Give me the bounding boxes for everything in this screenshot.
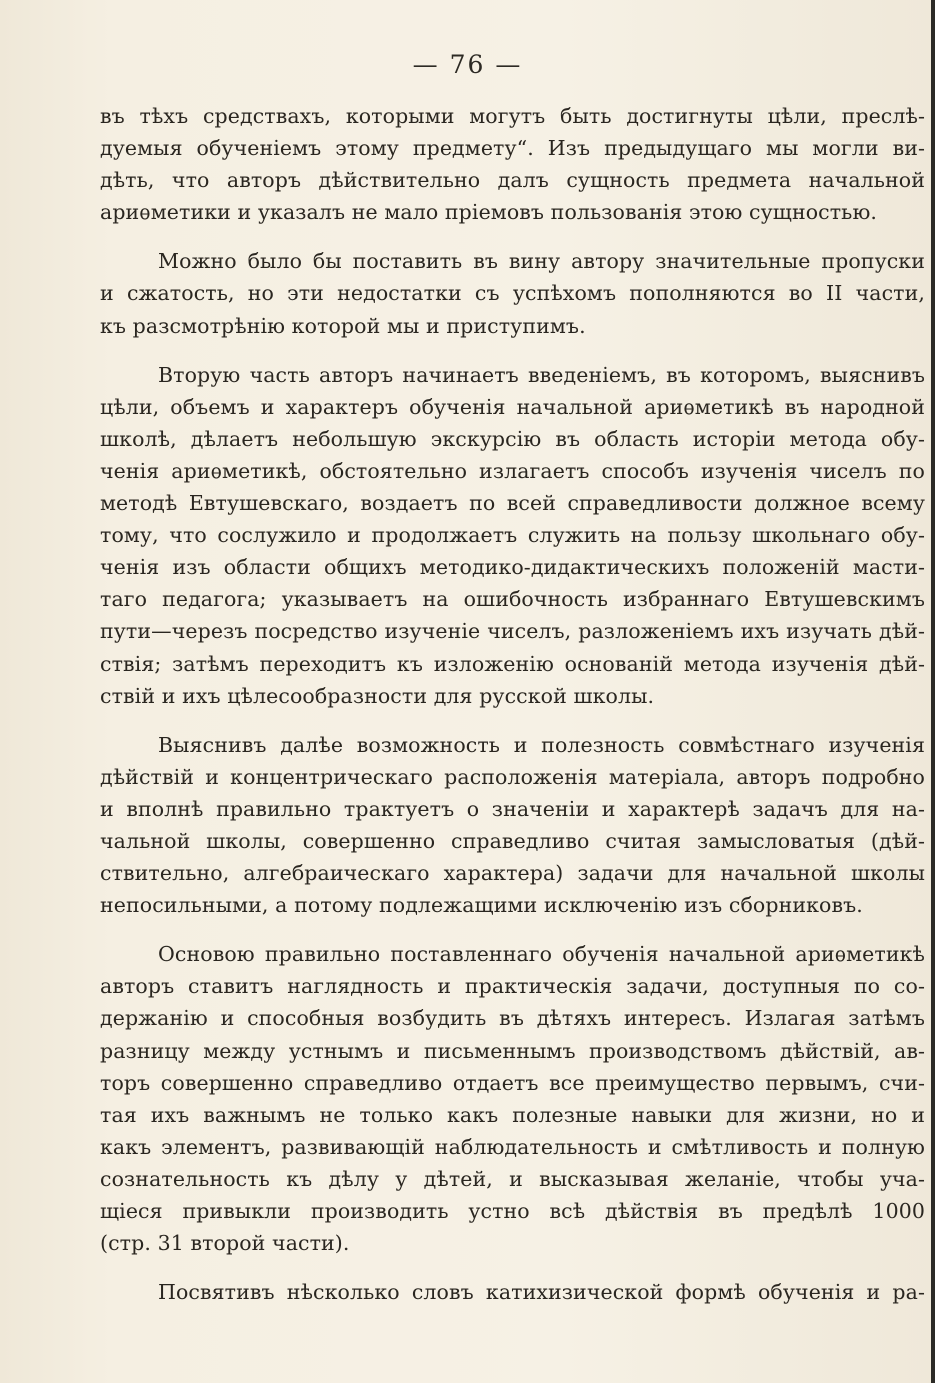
text-line: и сжатость, но эти недостатки съ успѣхомъ пополняются во II части, — [100, 281, 925, 306]
text-line: къ разсмотрѣнію которой мы и приступимъ. — [100, 313, 586, 338]
page-number: — 76 — — [412, 50, 523, 79]
body-text — [100, 100, 925, 1325]
text-line: дуемыя обученіемъ этому предмету“. Изъ предыдущаго мы могли ви- — [100, 136, 925, 161]
paragraph — [100, 359, 925, 712]
text-line: школѣ, дѣлаетъ небольшую экскурсію въ область исторіи метода обу- — [100, 426, 925, 451]
text-line: ствія; затѣмъ переходитъ къ изложенію основаній метода изученія дѣй- — [100, 651, 925, 676]
text-line: разницу между устнымъ и письменнымъ производствомъ дѣйствій, ав- — [100, 1038, 925, 1063]
text-line: ченія изъ области общихъ методико-дидактическихъ положеній масти- — [100, 555, 925, 580]
text-line: дѣть, что авторъ дѣйствительно далъ сущность предмета начальной — [100, 168, 925, 193]
text-line: какъ элементъ, развивающій наблюдательность и смѣтливость и полную — [100, 1134, 925, 1159]
text-line: непосильными, а потому подлежащими исключенію изъ сборниковъ. — [100, 893, 863, 918]
text-line: ствительно, алгебраическаго характера) задачи для начальной школы — [100, 861, 925, 886]
text-line: и вполнѣ правильно трактуетъ о значеніи и характерѣ задачъ для на- — [100, 796, 925, 821]
text-line: пути—черезъ посредство изученіе чиселъ, разложеніемъ ихъ изучать дѣй- — [100, 619, 925, 644]
text-line: сознательность къ дѣлу у дѣтей, и высказывая желаніе, чтобы уча- — [100, 1166, 925, 1191]
text-line: Вторую часть авторъ начинаетъ введеніемъ, въ которомъ, выяснивъ — [158, 362, 925, 387]
text-line: щіеся привыкли производить устно всѣ дѣйствія въ предѣлѣ 1000 — [100, 1199, 925, 1223]
text-line: дѣйствій и концентрическаго расположенія матеріала, авторъ подробно — [100, 764, 925, 789]
text-line: цѣли, объемъ и характеръ обученія начальной ариѳметикѣ въ народной — [100, 394, 925, 419]
text-line: таго педагога; указываетъ на ошибочность избраннаго Евтушевскимъ — [100, 587, 925, 612]
text-line: методѣ Евтушевскаго, воздаетъ по всей справедливости должное всему — [100, 491, 925, 516]
text-line: Основою правильно поставленнаго обученія начальной ариѳметикѣ — [158, 942, 925, 967]
text-line: держанію и способныя возбудить въ дѣтяхъ интересъ. Излагая затѣмъ — [100, 1006, 925, 1031]
text-line: ствій и ихъ цѣлесообразности для русской школы. — [100, 683, 655, 708]
text-line: торъ совершенно справедливо отдаетъ все преимущество первымъ, счи- — [100, 1070, 925, 1095]
paragraph — [100, 245, 925, 341]
text-line: (стр. 31 второй части). — [100, 1231, 350, 1256]
paragraph — [100, 938, 925, 1259]
text-line: Можно было бы поставить въ вину автору значительные пропуски — [158, 249, 925, 274]
text-line: авторъ ставитъ наглядность и практическія задачи, доступныя по со- — [100, 974, 925, 999]
paragraph — [100, 100, 925, 228]
text-line: ченія ариѳметикѣ, обстоятельно излагаетъ способъ изученія чиселъ по — [100, 458, 925, 483]
paragraph — [100, 1276, 925, 1308]
text-line: тому, что сослужило и продолжаетъ служить на пользу школьнаго обу- — [100, 523, 925, 548]
text-line: чальной школы, совершенно справедливо считая замысловатыя (дѣй- — [100, 828, 925, 853]
text-line: Посвятивъ нѣсколько словъ катихизической формѣ обученія и ра- — [158, 1280, 925, 1305]
paragraph — [100, 729, 925, 922]
text-line: въ тѣхъ средствахъ, которыми могутъ быть достигнуты цѣли, преслѣ- — [100, 104, 925, 128]
text-line: тая ихъ важнымъ не только какъ полезные навыки для жизни, но и — [100, 1102, 925, 1127]
text-line: Выяснивъ далѣе возможность и полезность совмѣстнаго изученія — [158, 732, 925, 757]
text-line: ариѳметики и указалъ не мало пріемовъ пользованія этою сущностью. — [100, 200, 878, 225]
